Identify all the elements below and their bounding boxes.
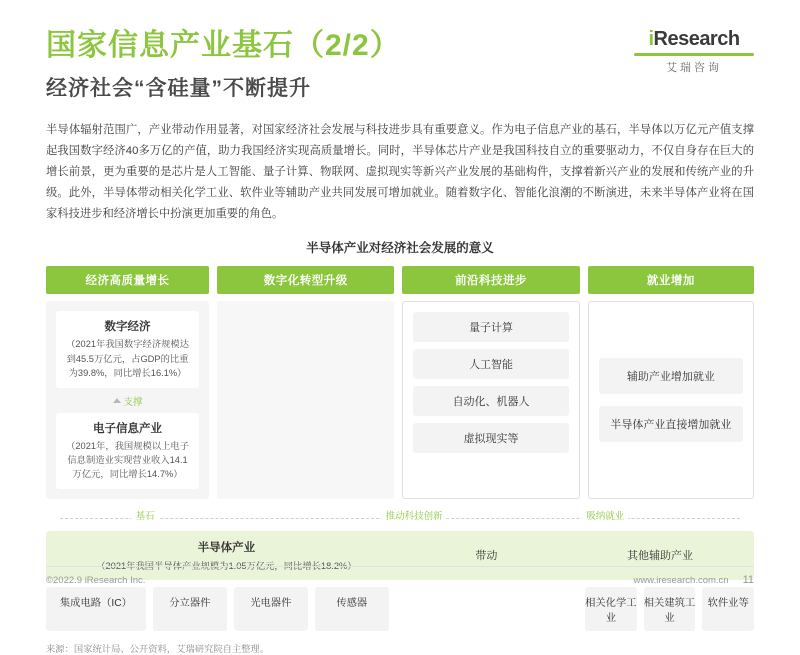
column-header: 就业增加	[588, 266, 754, 294]
diagram-columns	[46, 266, 754, 498]
arrow-up-icon	[113, 398, 121, 403]
list-item: 光电器件	[234, 587, 308, 631]
support-label: 支撑	[123, 396, 143, 408]
website-url: www.iresearch.com.cn	[633, 574, 729, 586]
card-digital-economy	[56, 311, 199, 387]
logo-underline	[634, 53, 754, 56]
card-electronic-info	[56, 413, 199, 489]
list-item: 量子计算	[413, 312, 568, 342]
base-industry-other-label: 其他辅助产业	[627, 550, 693, 563]
column-header: 前沿科技进步	[402, 266, 579, 294]
bottom-right-group	[585, 587, 754, 631]
logo-wordmark	[634, 28, 754, 51]
connector-label-employment: 吸纳就业	[582, 508, 628, 522]
column-header: 经济高质量增长	[46, 266, 209, 294]
diagram-column-employment	[588, 266, 754, 498]
base-industry-drive-label: 带动	[475, 550, 498, 563]
body-paragraph: 半导体辐射范围广，产业带动作用显著，对国家经济社会发展与科技进步具有重要意义。作为电子信息产业的基石，半导体以万亿元产值支撑起我国数字经济40多万亿的产值，助力我国经济实现高质量增长。同时，半导体芯片产业是我国科技自立的重要驱动力，不仅自身存在巨大的增长前景，更为重要的是芯片是人工智能、量子计算、物联网、虚拟现实等新兴产业发展的基础构件，支撑着新兴产业的发展和传统产业的升级。此外，半导体带动相关化学工业、软件业等辅助产业共同发展可增加就业。随着数字化、智能化浪潮的不断演进，未来半导体产业将在国家科技进步和经济增长中扮演更加重要的角色。	[46, 124, 754, 220]
diagram	[46, 266, 754, 654]
column-header: 数字化转型升级	[217, 266, 394, 294]
base-industry-desc: （2021年我国半导体产业规模为1.05万亿元，同比增长18.2%）	[96, 560, 357, 571]
card-description: （2021年我国数字经济规模达到45.5万亿元，占GDP的比重为39.8%，同比增长16.1%）	[66, 339, 190, 379]
logo-i: i	[648, 28, 654, 50]
list-item: 分立器件	[153, 587, 227, 631]
column-panel	[46, 301, 209, 498]
diagram-column-growth	[46, 266, 209, 498]
chart-title: 半导体产业对经济社会发展的意义	[306, 241, 494, 256]
card-title: 数字经济	[104, 321, 151, 334]
column-panel	[588, 301, 754, 498]
list-item: 人工智能	[413, 349, 568, 379]
logo-research: Research	[653, 28, 740, 50]
list-item: 软件业等	[702, 587, 754, 631]
iresearch-logo	[634, 28, 754, 75]
card-title: 电子信息产业	[93, 422, 163, 435]
logo-chinese-name: 艾瑞咨询	[666, 62, 722, 74]
slide-footer	[46, 566, 754, 586]
list-item: 传感器	[315, 587, 389, 631]
source-note: 来源：国家统计局、公开资料，艾瑞研究院自主整理。	[46, 643, 270, 654]
column-panel	[217, 301, 394, 498]
bottom-left-group	[46, 587, 389, 631]
connector-label-foundation: 基石	[132, 508, 159, 522]
slide-header	[46, 0, 754, 102]
list-item: 集成电路（IC）	[46, 587, 146, 631]
page-title: 国家信息产业基石（2/2）	[46, 29, 401, 62]
list-item: 半导体产业直接增加就业	[599, 406, 743, 442]
card-description: （2021年，我国规模以上电子信息制造业实现营业收入14.1万亿元，同比增长14.7%）	[66, 440, 190, 480]
list-item: 虚拟现实等	[413, 423, 568, 453]
bottom-items-row	[46, 587, 754, 631]
page-number: 11	[742, 574, 754, 586]
column-panel	[402, 301, 579, 498]
list-item: 相关建筑工业	[644, 587, 696, 631]
list-item: 自动化、机器人	[413, 386, 568, 416]
list-item: 辅助产业增加就业	[599, 358, 743, 394]
diagram-column-frontier-tech	[402, 266, 579, 498]
bottom-spacer	[397, 587, 577, 631]
connector-label-innovation: 推动科技创新	[382, 508, 447, 522]
diagram-connectors	[46, 505, 754, 531]
diagram-column-digital-transform	[217, 266, 394, 498]
copyright-text: ©2022.9 iResearch Inc.	[46, 574, 146, 586]
support-connector	[56, 392, 199, 410]
page-subtitle: 经济社会“含硅量”不断提升	[46, 77, 311, 100]
list-item: 相关化学工业	[585, 587, 637, 631]
base-industry-title: 半导体产业	[197, 541, 256, 554]
